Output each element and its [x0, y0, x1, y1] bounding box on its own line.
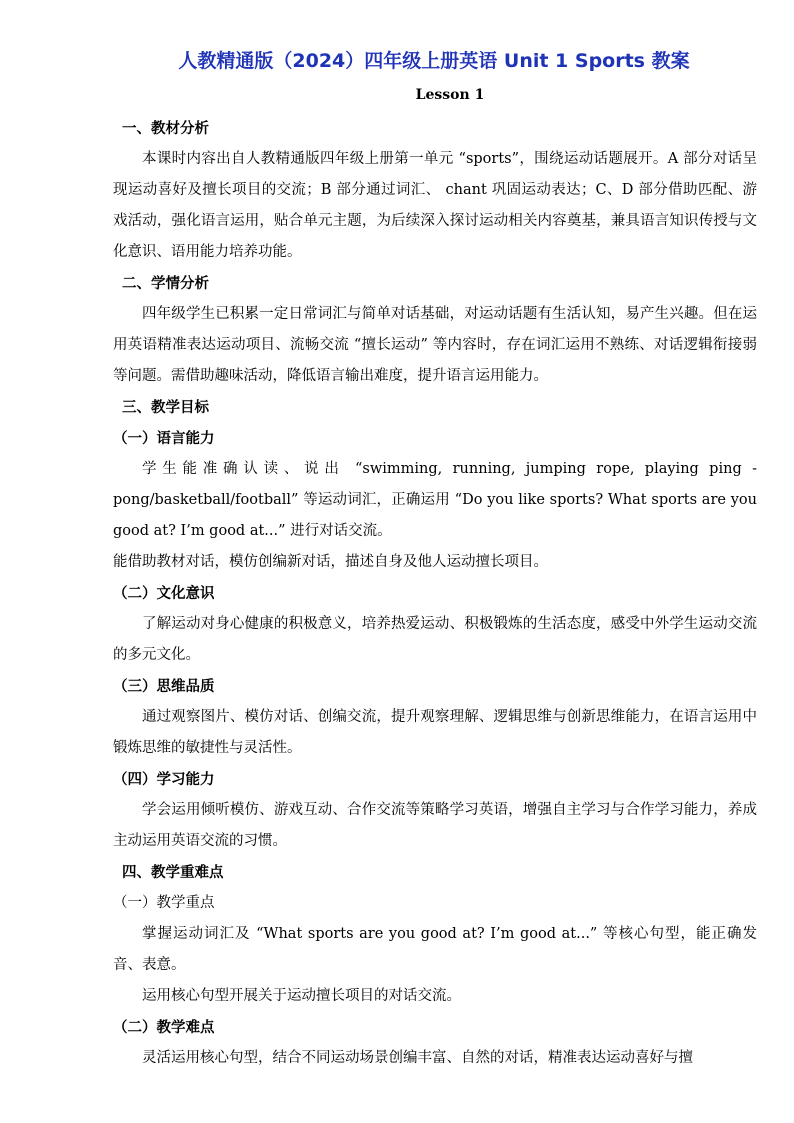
subsection-heading-language-ability: （一）语言能力	[113, 430, 215, 447]
paragraph-language-ability-2: 能借助教材对话，模仿创编新对话，描述自身及他人运动擅长项目。	[113, 554, 548, 570]
paragraph-student-analysis: 四年级学生已积累一定日常词汇与简单对话基础，对运动话题有生活认知，易产生兴趣。但在运用英语精准表达运动项目、流畅交流 “擅长运动” 等内容时，存在词汇运用不熟练、对话逻辑衔接弱等问题。需借助趣味活动，降低语言输出难度，提升语言运用能力。	[113, 306, 757, 384]
section-heading-teaching-objectives: 三、教学目标	[122, 399, 209, 416]
section-heading-key-difficult-points: 四、教学重难点	[122, 864, 224, 881]
subsection-heading-teaching-difficulty: （二）教学难点	[113, 1019, 215, 1036]
subsection-heading-teaching-focus: （一）教学重点	[113, 895, 215, 911]
paragraph-teaching-focus-2: 运用核心句型开展关于运动擅长项目的对话交流。	[142, 988, 461, 1004]
paragraph-textbook-analysis: 本课时内容出自人教精通版四年级上册第一单元 “sports”，围绕运动话题展开。A 部分对话呈现运动喜好及擅长项目的交流；B 部分通过词汇、 chant 巩固运动表达；C、D 部分借助匹配、游戏活动，强化语言运用，贴合单元主题，为后续深入探讨运动相关内容奠基，兼具语言知识传授与文化意识、语用能力培养功能。	[113, 151, 757, 260]
subsection-heading-learning-ability: （四）学习能力	[113, 771, 215, 788]
paragraph-language-ability-1: 学生能准确认读、说出 “swimming, running, jumping rope, playing ping - pong/basketball/football” 等运动词汇，正确运用 “Do you like sports? What sports are you good at? I’m good at...” 进行对话交流。	[113, 461, 757, 539]
subsection-heading-thinking-quality: （三）思维品质	[113, 678, 215, 695]
document-body	[113, 113, 757, 1074]
paragraph-cultural-awareness: 了解运动对身心健康的积极意义，培养热爱运动、积极锻炼的生活态度，感受中外学生运动交流的多元文化。	[113, 616, 757, 663]
subsection-heading-cultural-awareness: （二）文化意识	[113, 585, 215, 602]
lesson-subtitle: Lesson 1	[415, 87, 485, 103]
paragraph-thinking-quality: 通过观察图片、模仿对话、创编交流，提升观察理解、逻辑思维与创新思维能力，在语言运用中锻炼思维的敏捷性与灵活性。	[113, 709, 757, 756]
paragraph-teaching-difficulty: 灵活运用核心句型，结合不同运动场景创编丰富、自然的对话，精准表达运动喜好与擅	[142, 1050, 693, 1066]
section-heading-textbook-analysis: 一、教材分析	[122, 120, 209, 137]
section-heading-student-analysis: 二、学情分析	[122, 275, 209, 292]
paragraph-learning-ability: 学会运用倾听模仿、游戏互动、合作交流等策略学习英语，增强自主学习与合作学习能力，养成主动运用英语交流的习惯。	[113, 802, 757, 849]
document-title: 人教精通版（2024）四年级上册英语 Unit 1 Sports 教案	[178, 50, 690, 72]
paragraph-teaching-focus-1: 掌握运动词汇及 “What sports are you good at? I’m good at...” 等核心句型，能正确发音、表意。	[113, 926, 757, 973]
